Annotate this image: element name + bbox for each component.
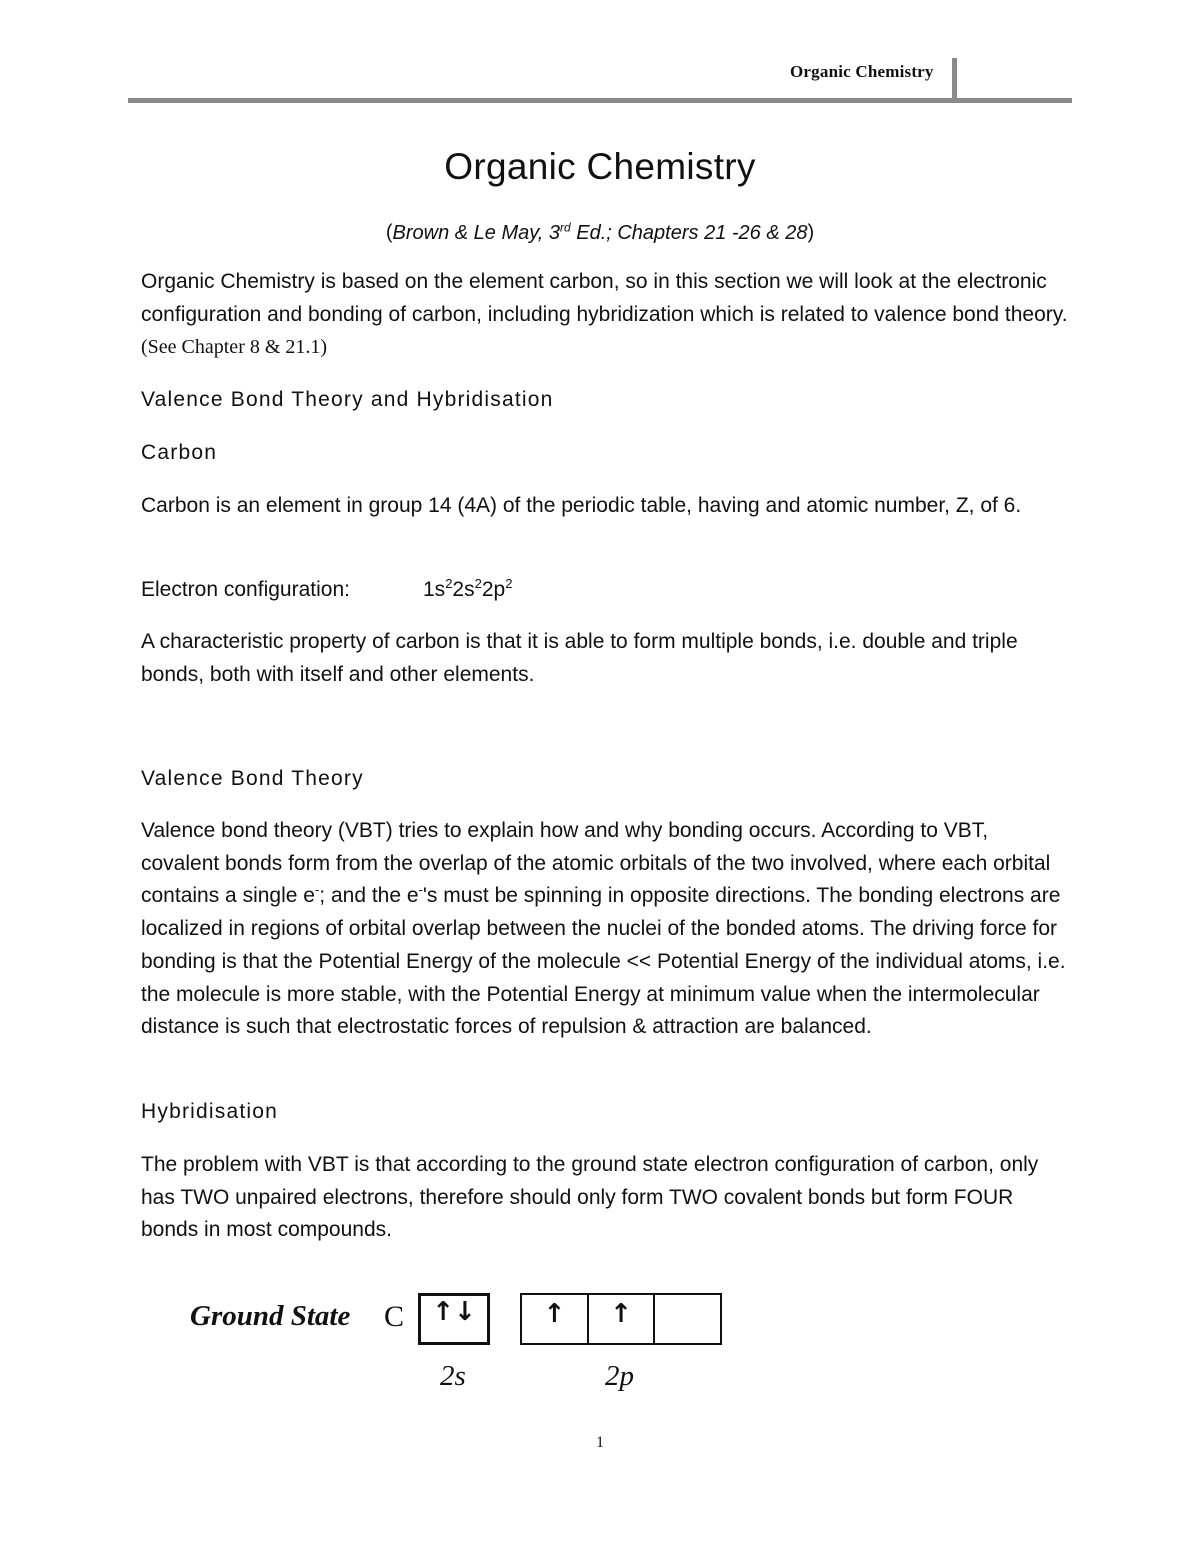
section-heading-hybridisation: Hybridisation: [141, 1100, 278, 1123]
orbital-2p-cell: [655, 1295, 720, 1343]
page-title: Organic Chemistry: [444, 146, 756, 187]
label-2p: 2p: [605, 1360, 634, 1392]
carbon-symbol: C: [384, 1300, 405, 1333]
orbital-2p-cell: [522, 1295, 589, 1343]
vbt-paragraph: [141, 815, 1071, 1044]
subtitle-text: [393, 222, 808, 244]
carbon-paragraph: Carbon is an element in group 14 (4A) of the periodic table, having and atomic number, Z, of 6.: [141, 494, 1022, 517]
config-1s: 1s: [423, 578, 446, 601]
label-2s: 2s: [440, 1360, 466, 1392]
subtitle-superscript: rd: [560, 220, 571, 234]
config-2p-count: 2: [505, 576, 513, 591]
section-heading-vbt: Valence Bond Theory: [141, 767, 364, 790]
orbital-2s-arrows: ↑↓: [432, 1297, 476, 1327]
intro-text: Organic Chemistry is based on the element carbon, so in this section we will look at the electronic configuration and bonding of carbon, including hybridization which is related to valence bond theory.: [141, 270, 1068, 326]
config-label: Electron configuration:: [141, 578, 350, 601]
config-value: [423, 578, 512, 602]
vbt-sup-a: -: [314, 882, 320, 898]
up-arrow-icon: ↑: [543, 1299, 566, 1329]
config-2s-count: 2: [474, 576, 482, 591]
orbital-2p-cell: [589, 1295, 656, 1343]
vbt-text-a: Valence bond theory (VBT) tries to explain how and why bonding occurs. According to VBT, covalent bonds form from the overlap of the atomic orbitals of the two involved, where each orbital contains a single e: [141, 819, 1051, 908]
config-1s-count: 2: [445, 576, 453, 591]
vbt-sup-b: -: [418, 882, 423, 898]
hybridisation-paragraph: The problem with VBT is that according to the ground state electron configuration of carbon, only has TWO unpaired electrons, therefore should only form TWO covalent bonds but form FOUR bonds in most compounds.: [141, 1153, 1039, 1242]
subtitle-close-paren: ): [807, 221, 815, 244]
subtitle-chapters: Ed.; Chapters 21 -26 & 28: [570, 221, 808, 244]
header-vertical-bar: [952, 58, 957, 101]
config-2s: 2s: [452, 578, 475, 601]
ground-state-label: Ground State: [190, 1300, 351, 1332]
running-header: Organic Chemistry: [790, 62, 934, 81]
orbital-box-2p: [520, 1293, 722, 1345]
up-arrow-icon: ↑: [610, 1299, 632, 1329]
intro-reference: (See Chapter 8 & 21.1): [141, 336, 328, 359]
subheading-carbon: Carbon: [141, 441, 218, 464]
intro-paragraph: [141, 266, 1071, 364]
config-2p: 2p: [481, 578, 506, 601]
page-number: 1: [596, 1434, 604, 1451]
electron-configuration: [141, 576, 513, 602]
subtitle-reference: [0, 220, 1200, 245]
subtitle-open-paren: (: [385, 221, 393, 244]
header-rule: [128, 98, 1072, 103]
subtitle-book: Brown & Le May, 3: [392, 221, 560, 244]
property-paragraph: A characteristic property of carbon is that it is able to form multiple bonds, i.e. double and triple bonds, both with itself and other elements.: [141, 630, 1018, 686]
vbt-text-b: ; and the e: [319, 884, 419, 908]
section-heading-vbt-hybridisation: Valence Bond Theory and Hybridisation: [141, 388, 554, 411]
vbt-text-c: 's must be spinning in opposite directions. The bonding electrons are localized in regions of orbital overlap between the nuclei of the bonded atoms. The driving force for bonding is that the Potential Energy of the molecule << Potential Energy of the individual atoms, i.e. the molecule is more stable, with the Potential Energy at minimum value when the intermolecular distance is such that electrostatic forces of repulsion & attraction are balanced.: [141, 884, 1066, 1039]
